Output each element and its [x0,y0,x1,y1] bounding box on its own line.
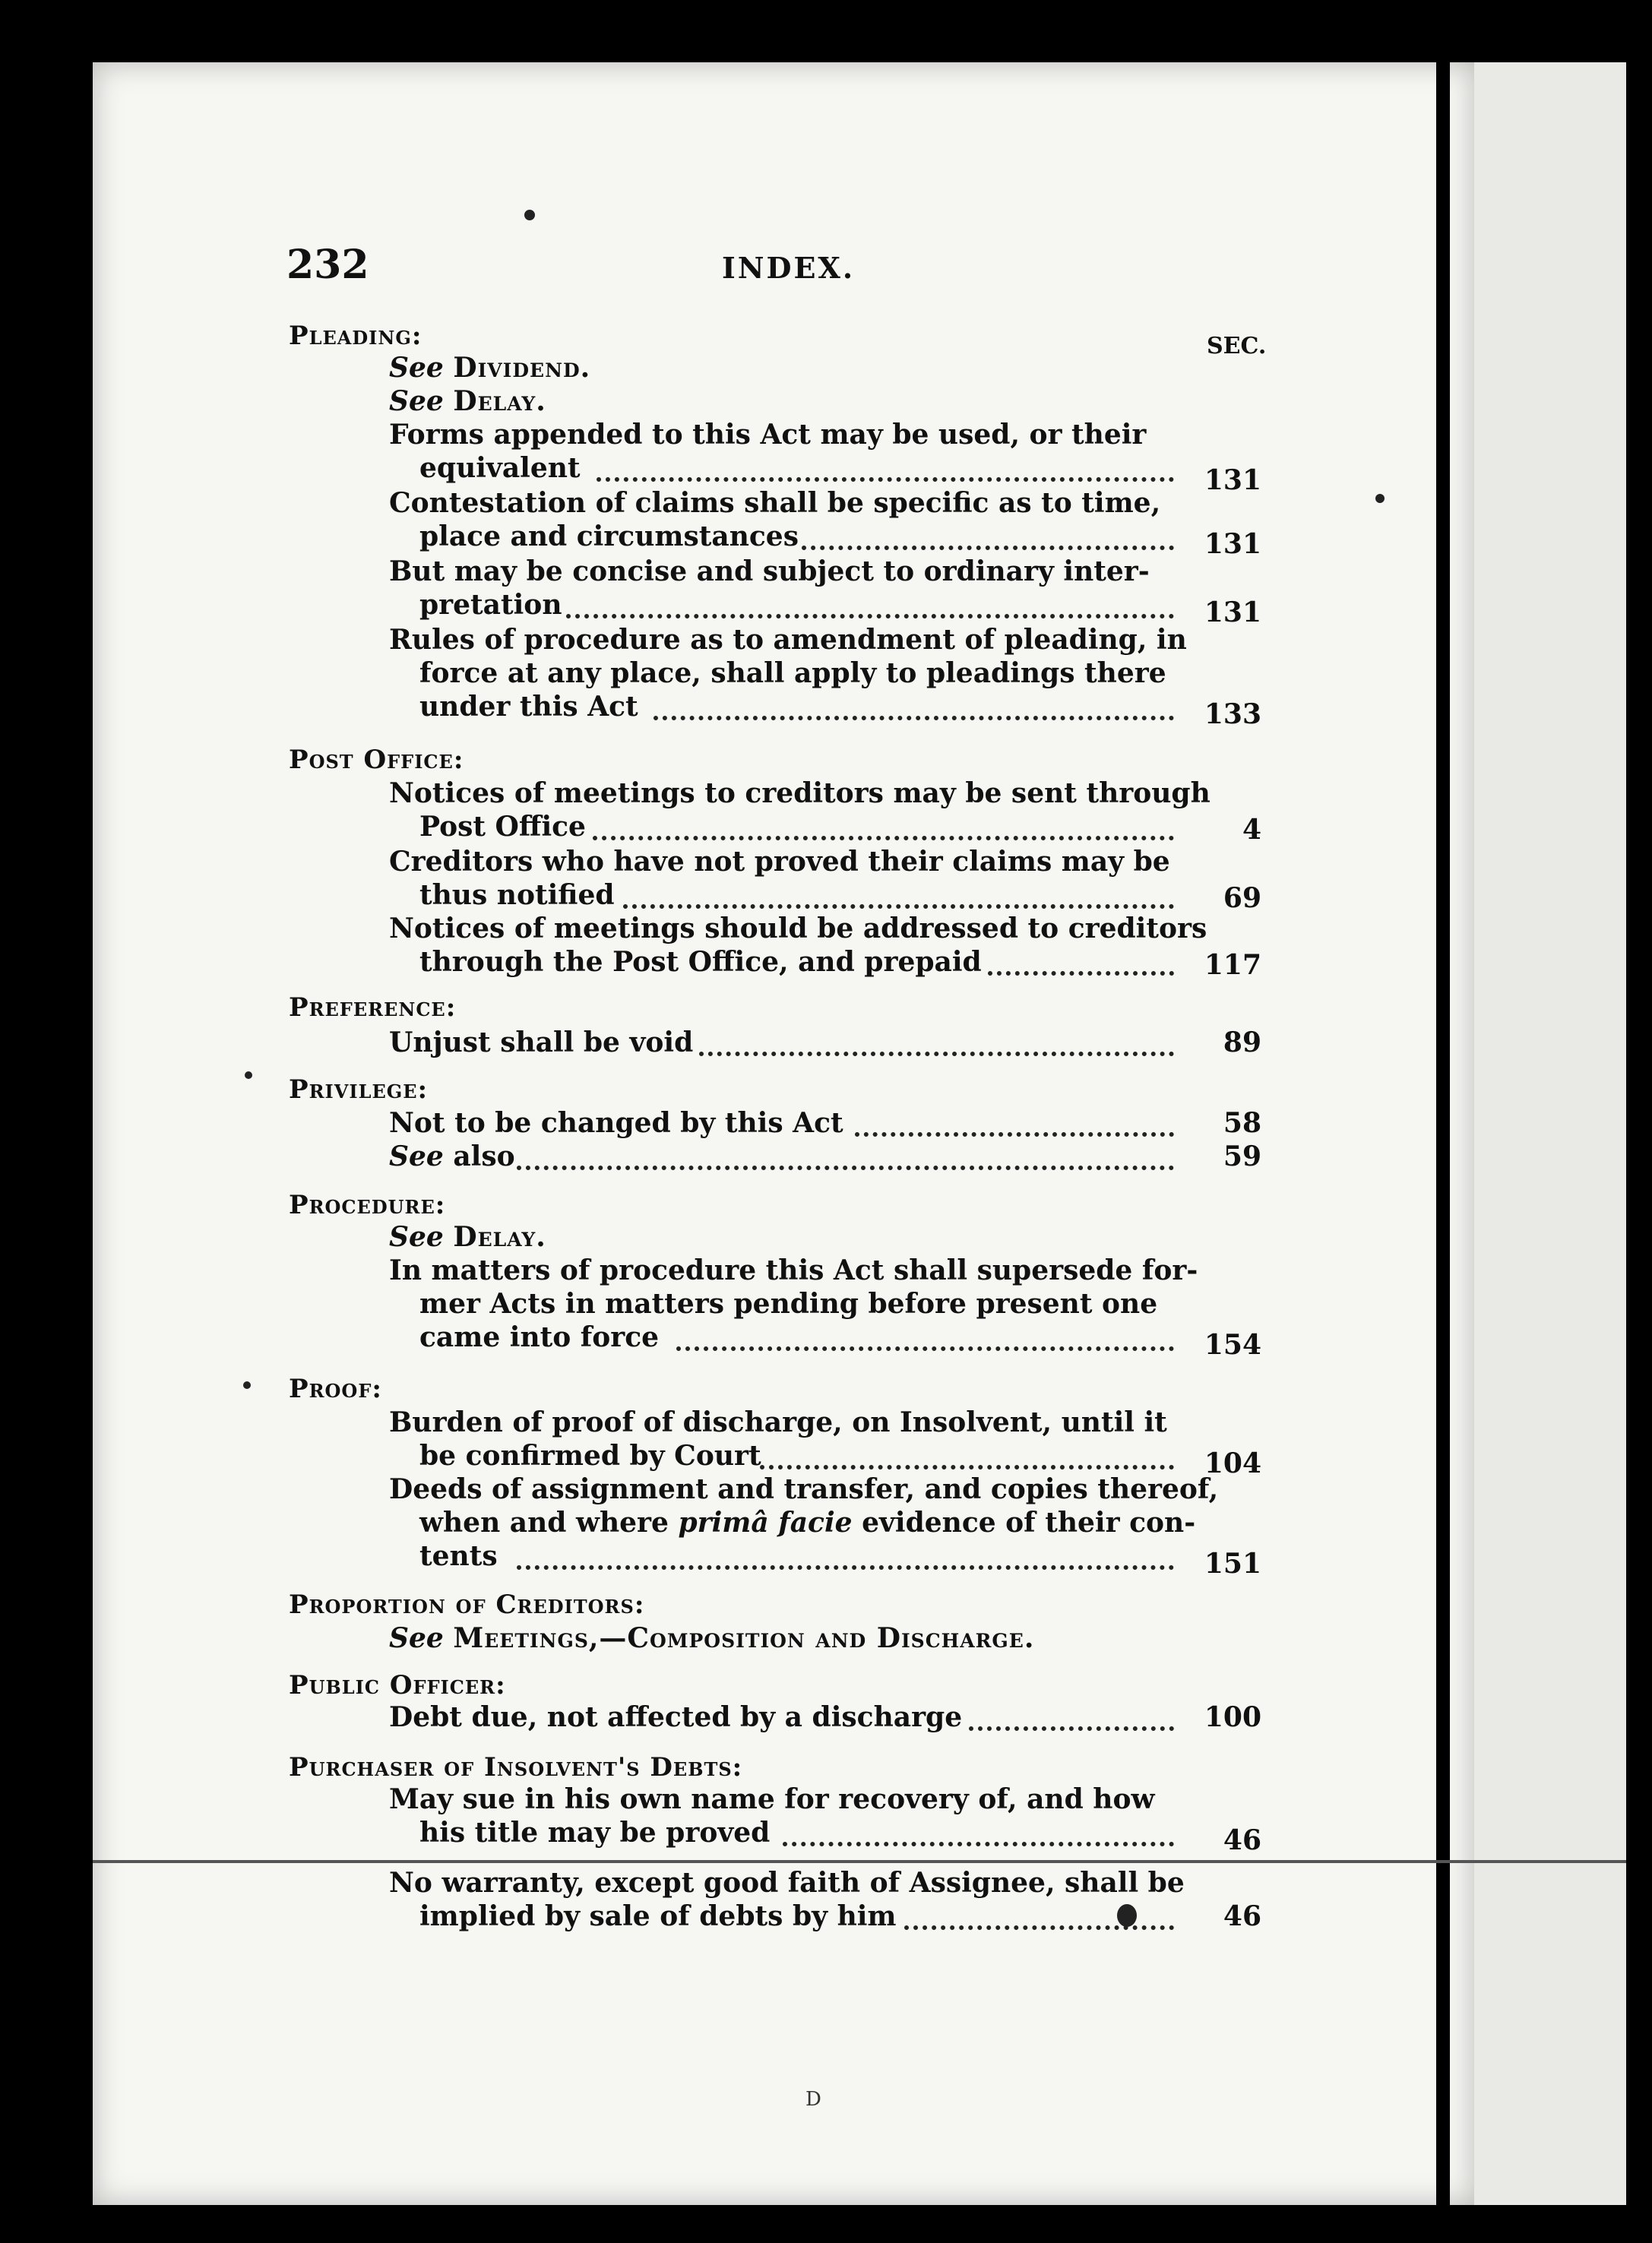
leader-dots [855,1126,1174,1137]
index-entry-line: See also [389,1140,515,1172]
section-number: 151 [1204,1548,1261,1580]
leader-dots [802,539,1174,550]
leader-dots [623,898,1174,909]
index-entry-line: Deeds of assignment and transfer, and copies thereof, [389,1473,1219,1505]
leader-dots [676,1340,1174,1351]
section-number: 46 [1223,1900,1261,1932]
section-number: 59 [1223,1140,1261,1172]
leader-dots [566,608,1174,618]
index-entry-line: equivalent [419,452,581,484]
index-entry-line: Creditors who have not proved their claims may be [389,846,1170,878]
signature-mark: D [805,2088,821,2111]
index-entry-line: Notices of meetings to creditors may be sent through [389,777,1211,809]
facing-page-edge [1474,62,1626,2205]
section-number: 133 [1204,698,1261,730]
index-heading: Post Office: [289,745,464,775]
section-number: 89 [1223,1027,1261,1058]
leader-dots [597,471,1174,482]
leader-dots [969,1720,1174,1731]
index-entry-line: thus notified [419,879,615,911]
section-number: 131 [1204,464,1261,496]
leader-dots [988,965,1174,976]
index-entry-line: Forms appended to this Act may be used, or their [389,419,1147,451]
section-number: 46 [1223,1824,1261,1856]
index-entry-line: May sue in his own name for recovery of, and how [389,1783,1155,1815]
index-entry-line: force at any place, shall apply to pleadings there [419,657,1166,689]
index-entry-line: Contestation of claims shall be specific as to time, [389,487,1161,519]
section-number: 131 [1204,596,1261,628]
leader-dots [517,1159,1174,1170]
index-entry-line: came into force [419,1321,660,1353]
index-entry-line: tents [419,1540,498,1572]
section-number: 154 [1204,1329,1261,1361]
index-entry-line: place and circumstances [419,520,799,552]
index-entry-line: See Delay. [389,385,546,417]
index-entry-line: No warranty, except good faith of Assignee, shall be [389,1867,1185,1899]
leader-dots [593,830,1174,840]
index-entry-line: pretation [419,589,562,621]
index-entry-line: mer Acts in matters pending before present one [419,1288,1158,1320]
index-entry-line: when and where primâ facie evidence of their con- [419,1507,1196,1539]
section-number: 104 [1204,1447,1261,1479]
index-entry-line: implied by sale of debts by him [419,1900,897,1932]
index-entry-line: Burden of proof of discharge, on Insolvent, until it [389,1406,1167,1438]
section-number: 4 [1242,814,1261,846]
ink-speck [243,1381,251,1389]
index-entry-line: Not to be changed by this Act [389,1107,843,1139]
index-entry-line: But may be concise and subject to ordinary inter- [389,555,1150,587]
index-entry-line: See Delay. [389,1221,546,1253]
leader-dots [699,1046,1174,1056]
index-entry-line: through the Post Office, and prepaid [419,946,982,978]
leader-dots [783,1836,1174,1846]
section-number: 58 [1223,1107,1261,1139]
index-entry-line: under this Act [419,691,638,723]
index-heading: Procedure: [289,1190,446,1220]
page-number: 232 [286,242,369,288]
index-entry-line: Rules of procedure as to amendment of pleading, in [389,624,1187,656]
index-entry-line: In matters of procedure this Act shall supersede for- [389,1254,1198,1286]
index-heading: Purchaser of Insolvent's Debts: [289,1752,743,1783]
index-heading: Public Officer: [289,1670,506,1700]
index-entry-line: Unjust shall be void [389,1027,694,1058]
index-entry-line: See Meetings,—Composition and Discharge. [389,1622,1035,1654]
running-head: INDEX. [722,251,856,285]
index-heading: Privilege: [289,1074,429,1105]
ink-speck [245,1071,252,1079]
section-number: 117 [1204,949,1261,981]
index-heading: Preference: [289,992,457,1023]
ink-speck [1375,494,1385,503]
index-heading: Proportion of Creditors: [289,1590,645,1620]
index-entry-line: Post Office [419,811,586,843]
section-column-label: SEC. [1207,333,1267,359]
leader-dots [517,1559,1174,1570]
scan-artifact-line [93,1860,1626,1863]
index-entry-line: Debt due, not affected by a discharge [389,1701,963,1733]
section-number: 69 [1223,882,1261,914]
index-entry-line: be confirmed by Court [419,1440,761,1472]
section-number: 131 [1204,528,1261,560]
section-number: 100 [1204,1701,1261,1733]
ink-speck [524,210,535,220]
binding-fold-line [1436,53,1450,2219]
leader-dots [654,710,1174,720]
index-heading: Proof: [289,1374,382,1404]
index-entry-line: See Dividend. [389,352,591,384]
index-entry-line: his title may be proved [419,1817,771,1849]
ink-blot [1117,1904,1137,1927]
index-heading: Pleading: [289,321,422,351]
index-entry-line: Notices of meetings should be addressed to creditors [389,913,1207,944]
leader-dots [760,1459,1174,1469]
